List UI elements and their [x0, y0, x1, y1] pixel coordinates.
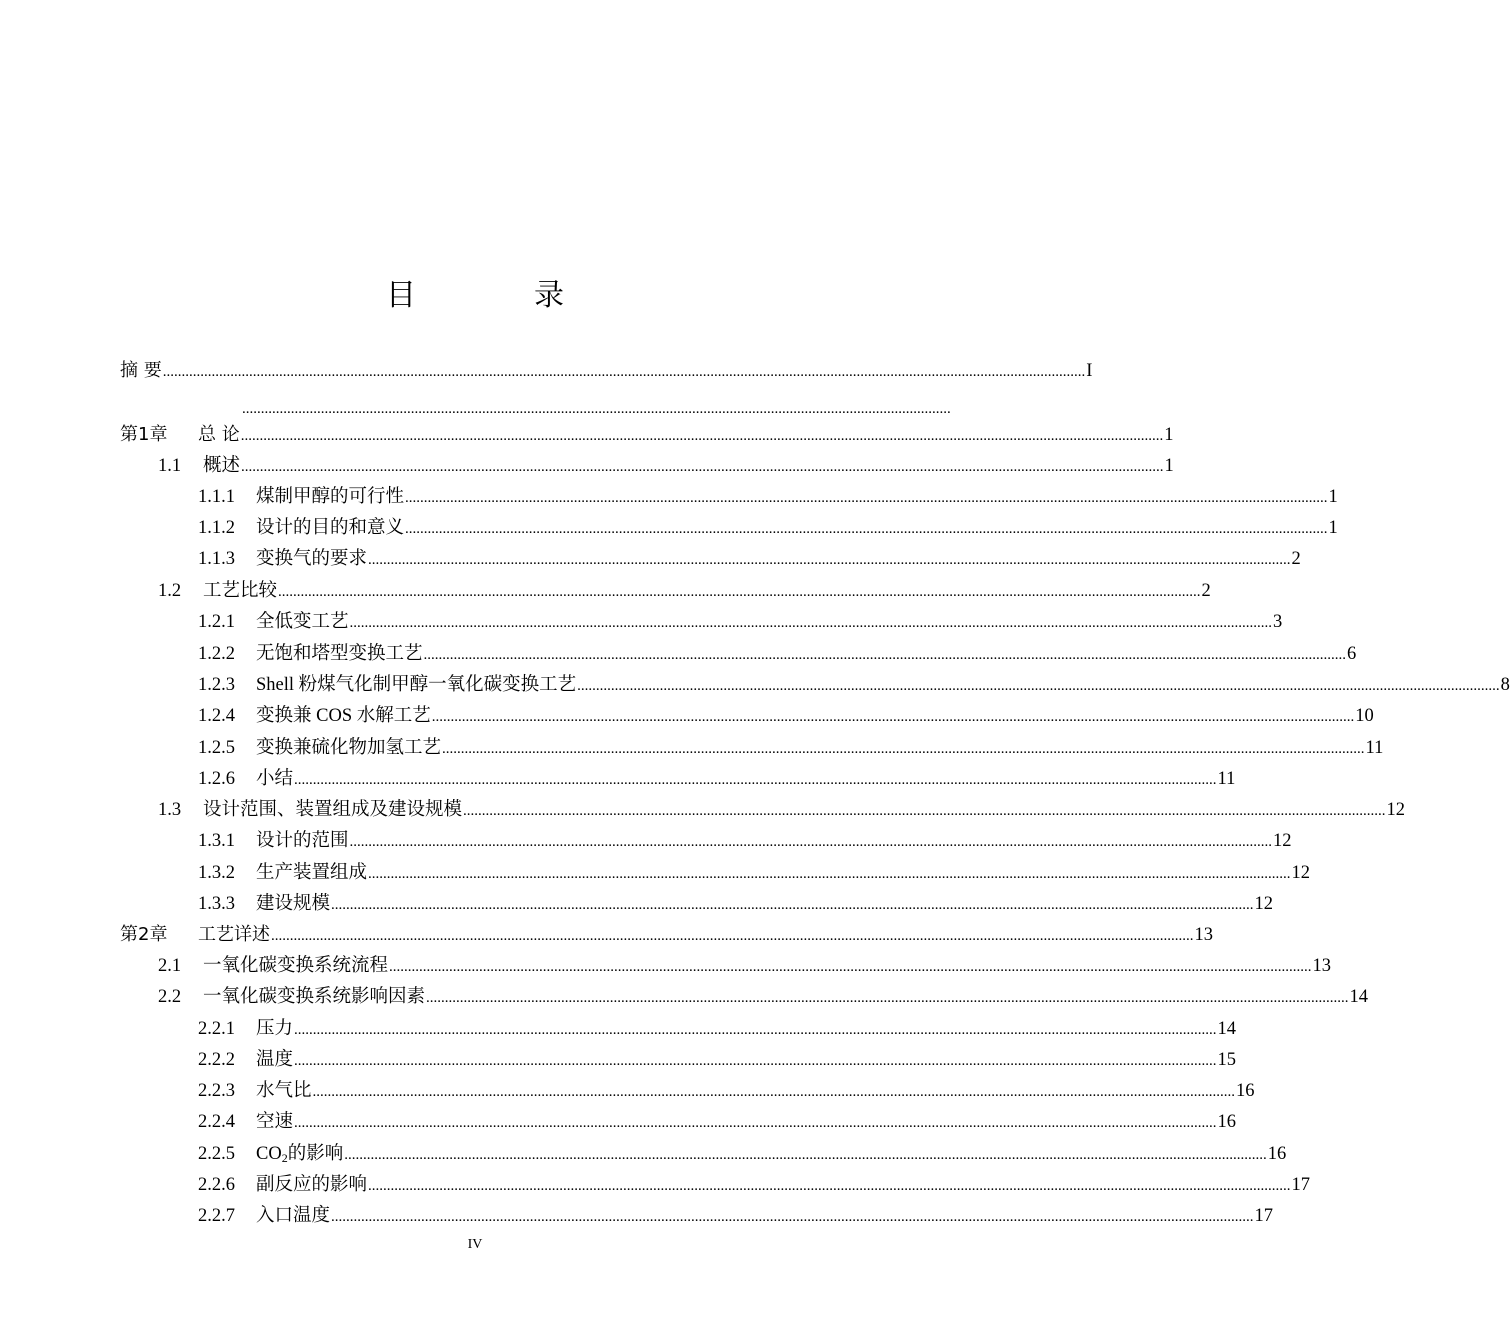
toc-entry-number: 1.2.1 — [198, 612, 235, 632]
toc-entry-number: 2.2.3 — [198, 1081, 235, 1101]
toc-entry-title: 设计的目的和意义 — [256, 518, 405, 538]
toc-entry[interactable] — [198, 765, 1236, 793]
toc-entry-title: 全低变工艺 — [256, 612, 349, 632]
dotted-leader — [577, 671, 1500, 699]
toc-entry-title: 设计的范围 — [256, 831, 349, 851]
toc-entry[interactable] — [198, 1046, 1237, 1074]
toc-entry-title: $CO_2$的影响 — [256, 1144, 344, 1165]
toc-entry-number: 2.2 — [158, 987, 182, 1007]
toc-entry-number: 2.2.6 — [198, 1175, 235, 1195]
toc-entry-page: 12 — [1273, 831, 1292, 851]
toc-entry-page: 11 — [1365, 738, 1384, 758]
toc-entry-page: I — [1086, 361, 1093, 381]
toc-entry-number: 1.1.3 — [198, 549, 235, 569]
toc-entry[interactable] — [158, 952, 1332, 980]
toc-entry[interactable] — [198, 1077, 1255, 1105]
dotted-leader — [426, 983, 1349, 1011]
toc-entry-page: 16 — [1217, 1112, 1237, 1132]
toc-entry[interactable] — [198, 1140, 1287, 1168]
toc-entry-number: 2.2.4 — [198, 1112, 235, 1132]
toc-entry-number: 1.2.3 — [198, 675, 235, 695]
toc-entry-title: 无饱和塔型变换工艺 — [256, 644, 423, 664]
toc-entry[interactable] — [198, 1108, 1237, 1136]
toc-entry[interactable] — [158, 452, 1174, 480]
toc-entry-page: 12 — [1254, 894, 1274, 914]
dotted-leader — [163, 357, 1086, 385]
toc-entry-number: 2.2.7 — [198, 1206, 235, 1226]
toc-entry-title: 煤制甲醇的可行性 — [256, 487, 405, 507]
toc-entry[interactable] — [198, 514, 1338, 542]
toc-entry-title: 一氧化碳变换系统影响因素 — [203, 987, 426, 1007]
dotted-leader — [313, 1077, 1236, 1105]
toc-entry-title: Shell 粉煤气化制甲醇一氧化碳变换工艺 — [256, 675, 577, 695]
page-title: 目 录 — [386, 278, 608, 313]
toc-entry-number: 1.1.2 — [198, 518, 235, 538]
toc-entry-title: 变换气的要求 — [256, 549, 368, 569]
dotted-leader — [294, 1108, 1217, 1136]
toc-entry-page: 15 — [1217, 1050, 1237, 1070]
toc-entry-title: 小结 — [256, 769, 294, 789]
toc-entry-page: 16 — [1267, 1144, 1287, 1164]
toc-entry[interactable] — [120, 921, 1213, 949]
toc-entry-title: 概述 — [203, 456, 241, 476]
dotted-leader — [432, 702, 1355, 730]
toc-entry-page: 8 — [1500, 675, 1510, 695]
toc-entry-title: 温度 — [256, 1050, 294, 1070]
dotted-leader — [344, 1140, 1267, 1168]
toc-entry-number: 1.3.1 — [198, 831, 235, 851]
toc-entry[interactable] — [198, 702, 1374, 730]
toc-entry-page: 17 — [1291, 1175, 1311, 1195]
dotted-leader-line: ............................................................................................................................................................................................. — [242, 401, 951, 417]
dotted-leader — [271, 921, 1194, 949]
toc-entry[interactable] — [158, 796, 1406, 824]
dotted-leader — [463, 796, 1386, 824]
toc-entry-title: 设计范围、装置组成及建设规模 — [203, 800, 463, 820]
dotted-leader — [331, 890, 1254, 918]
toc-entry-title: 副反应的影响 — [256, 1175, 368, 1195]
page-number-footer: IV — [467, 1237, 483, 1252]
toc-entry-title: 一氧化碳变换系统流程 — [203, 956, 389, 976]
toc-entry[interactable] — [198, 827, 1292, 855]
dotted-leader — [389, 952, 1312, 980]
toc-entry[interactable] — [198, 640, 1357, 668]
toc-entry[interactable] — [198, 671, 1510, 699]
dotted-leader — [331, 1202, 1254, 1230]
toc-entry-page: 10 — [1355, 706, 1374, 726]
toc-entry-page: 1 — [1164, 456, 1174, 476]
toc-entry-page: 1 — [1164, 425, 1174, 445]
toc-entry-number: 2.2.5 — [198, 1144, 235, 1164]
toc-entry[interactable] — [198, 734, 1384, 762]
toc-entry-page: 16 — [1236, 1081, 1255, 1101]
dotted-leader — [368, 545, 1291, 573]
toc-entry[interactable] — [198, 1202, 1274, 1230]
toc-entry-page: 14 — [1349, 987, 1369, 1007]
toc-entry-page: 12 — [1291, 863, 1311, 883]
dotted-leader — [424, 640, 1347, 668]
toc-entry[interactable] — [198, 859, 1311, 887]
toc-entry-number: 1.2.2 — [198, 644, 235, 664]
dotted-leader — [350, 827, 1273, 855]
toc-entry-number: 1.1 — [158, 456, 182, 476]
toc-entry-number: 1.3 — [158, 800, 182, 820]
toc-entry-page: 2 — [1201, 581, 1211, 601]
toc-entry-title: 空速 — [256, 1112, 294, 1132]
toc-entry-title: 生产装置组成 — [256, 863, 368, 883]
toc-entry-number: 1.2.5 — [198, 738, 235, 758]
toc-entry[interactable] — [198, 545, 1301, 573]
toc-entry-title: 工艺比较 — [203, 581, 278, 601]
toc-entry-title: 压力 — [256, 1019, 294, 1039]
toc-entry-title: 入口温度 — [256, 1206, 331, 1226]
dotted-leader — [368, 1171, 1291, 1199]
toc-entry-page: 1 — [1328, 518, 1338, 538]
dotted-leader — [442, 734, 1365, 762]
dotted-leader — [350, 608, 1273, 636]
toc-entry-number: 1.3.3 — [198, 894, 235, 914]
toc-entry-title: 建设规模 — [256, 894, 331, 914]
toc-entry-number: 1.2.6 — [198, 769, 235, 789]
toc-entry[interactable] — [158, 983, 1369, 1011]
toc-entry[interactable] — [198, 890, 1274, 918]
toc-entry-page: 2 — [1291, 549, 1301, 569]
dotted-leader — [241, 421, 1164, 449]
toc-entry-page: 11 — [1217, 769, 1236, 789]
toc-entry[interactable] — [198, 1171, 1311, 1199]
toc-entry[interactable] — [198, 483, 1338, 511]
toc-entry-title: 变换兼 COS 水解工艺 — [256, 706, 431, 726]
toc-entry-page: 1 — [1328, 487, 1338, 507]
toc-entry-page: 17 — [1254, 1206, 1274, 1226]
toc-entry-page: 13 — [1194, 925, 1213, 945]
toc-entry-title: 工艺详述 — [198, 924, 270, 945]
dotted-leader — [278, 577, 1201, 605]
toc-entry[interactable] — [198, 1015, 1237, 1043]
dotted-leader — [294, 1015, 1217, 1043]
toc-entry-number: 2.1 — [158, 956, 182, 976]
toc-entry-title: 总 论 — [198, 424, 240, 445]
dotted-leader — [294, 1046, 1217, 1074]
dotted-leader — [241, 452, 1164, 480]
toc-entry-number: 1.2 — [158, 581, 182, 601]
toc-entry-title: 水气比 — [256, 1081, 312, 1101]
dotted-leader — [405, 483, 1328, 511]
toc-entry-page: 6 — [1347, 644, 1357, 664]
toc-entry-page: 3 — [1273, 612, 1283, 632]
toc-entry-page: 13 — [1312, 956, 1332, 976]
toc-entry[interactable] — [120, 421, 1174, 449]
dotted-leader — [368, 859, 1291, 887]
toc-entry-number: 1.2.4 — [198, 706, 235, 726]
toc-entry-number: 第2章 — [120, 924, 168, 945]
toc-entry[interactable] — [158, 577, 1211, 605]
toc-entry-title: 变换兼硫化物加氢工艺 — [256, 738, 442, 758]
toc-entry-number: 2.2.1 — [198, 1019, 235, 1039]
toc-entry-number: 2.2.2 — [198, 1050, 235, 1070]
toc-entry[interactable] — [198, 608, 1283, 636]
dotted-leader — [405, 514, 1328, 542]
dotted-leader — [294, 765, 1217, 793]
toc-entry-title: 摘 要 — [120, 360, 162, 381]
toc-entry-number: 第1章 — [120, 424, 168, 445]
toc-entry-number: 1.1.1 — [198, 487, 235, 507]
toc-entry-number: 1.3.2 — [198, 863, 235, 883]
toc-entry-page: 14 — [1217, 1019, 1237, 1039]
toc-entry[interactable] — [120, 357, 1093, 385]
toc-entry-page: 12 — [1386, 800, 1406, 820]
